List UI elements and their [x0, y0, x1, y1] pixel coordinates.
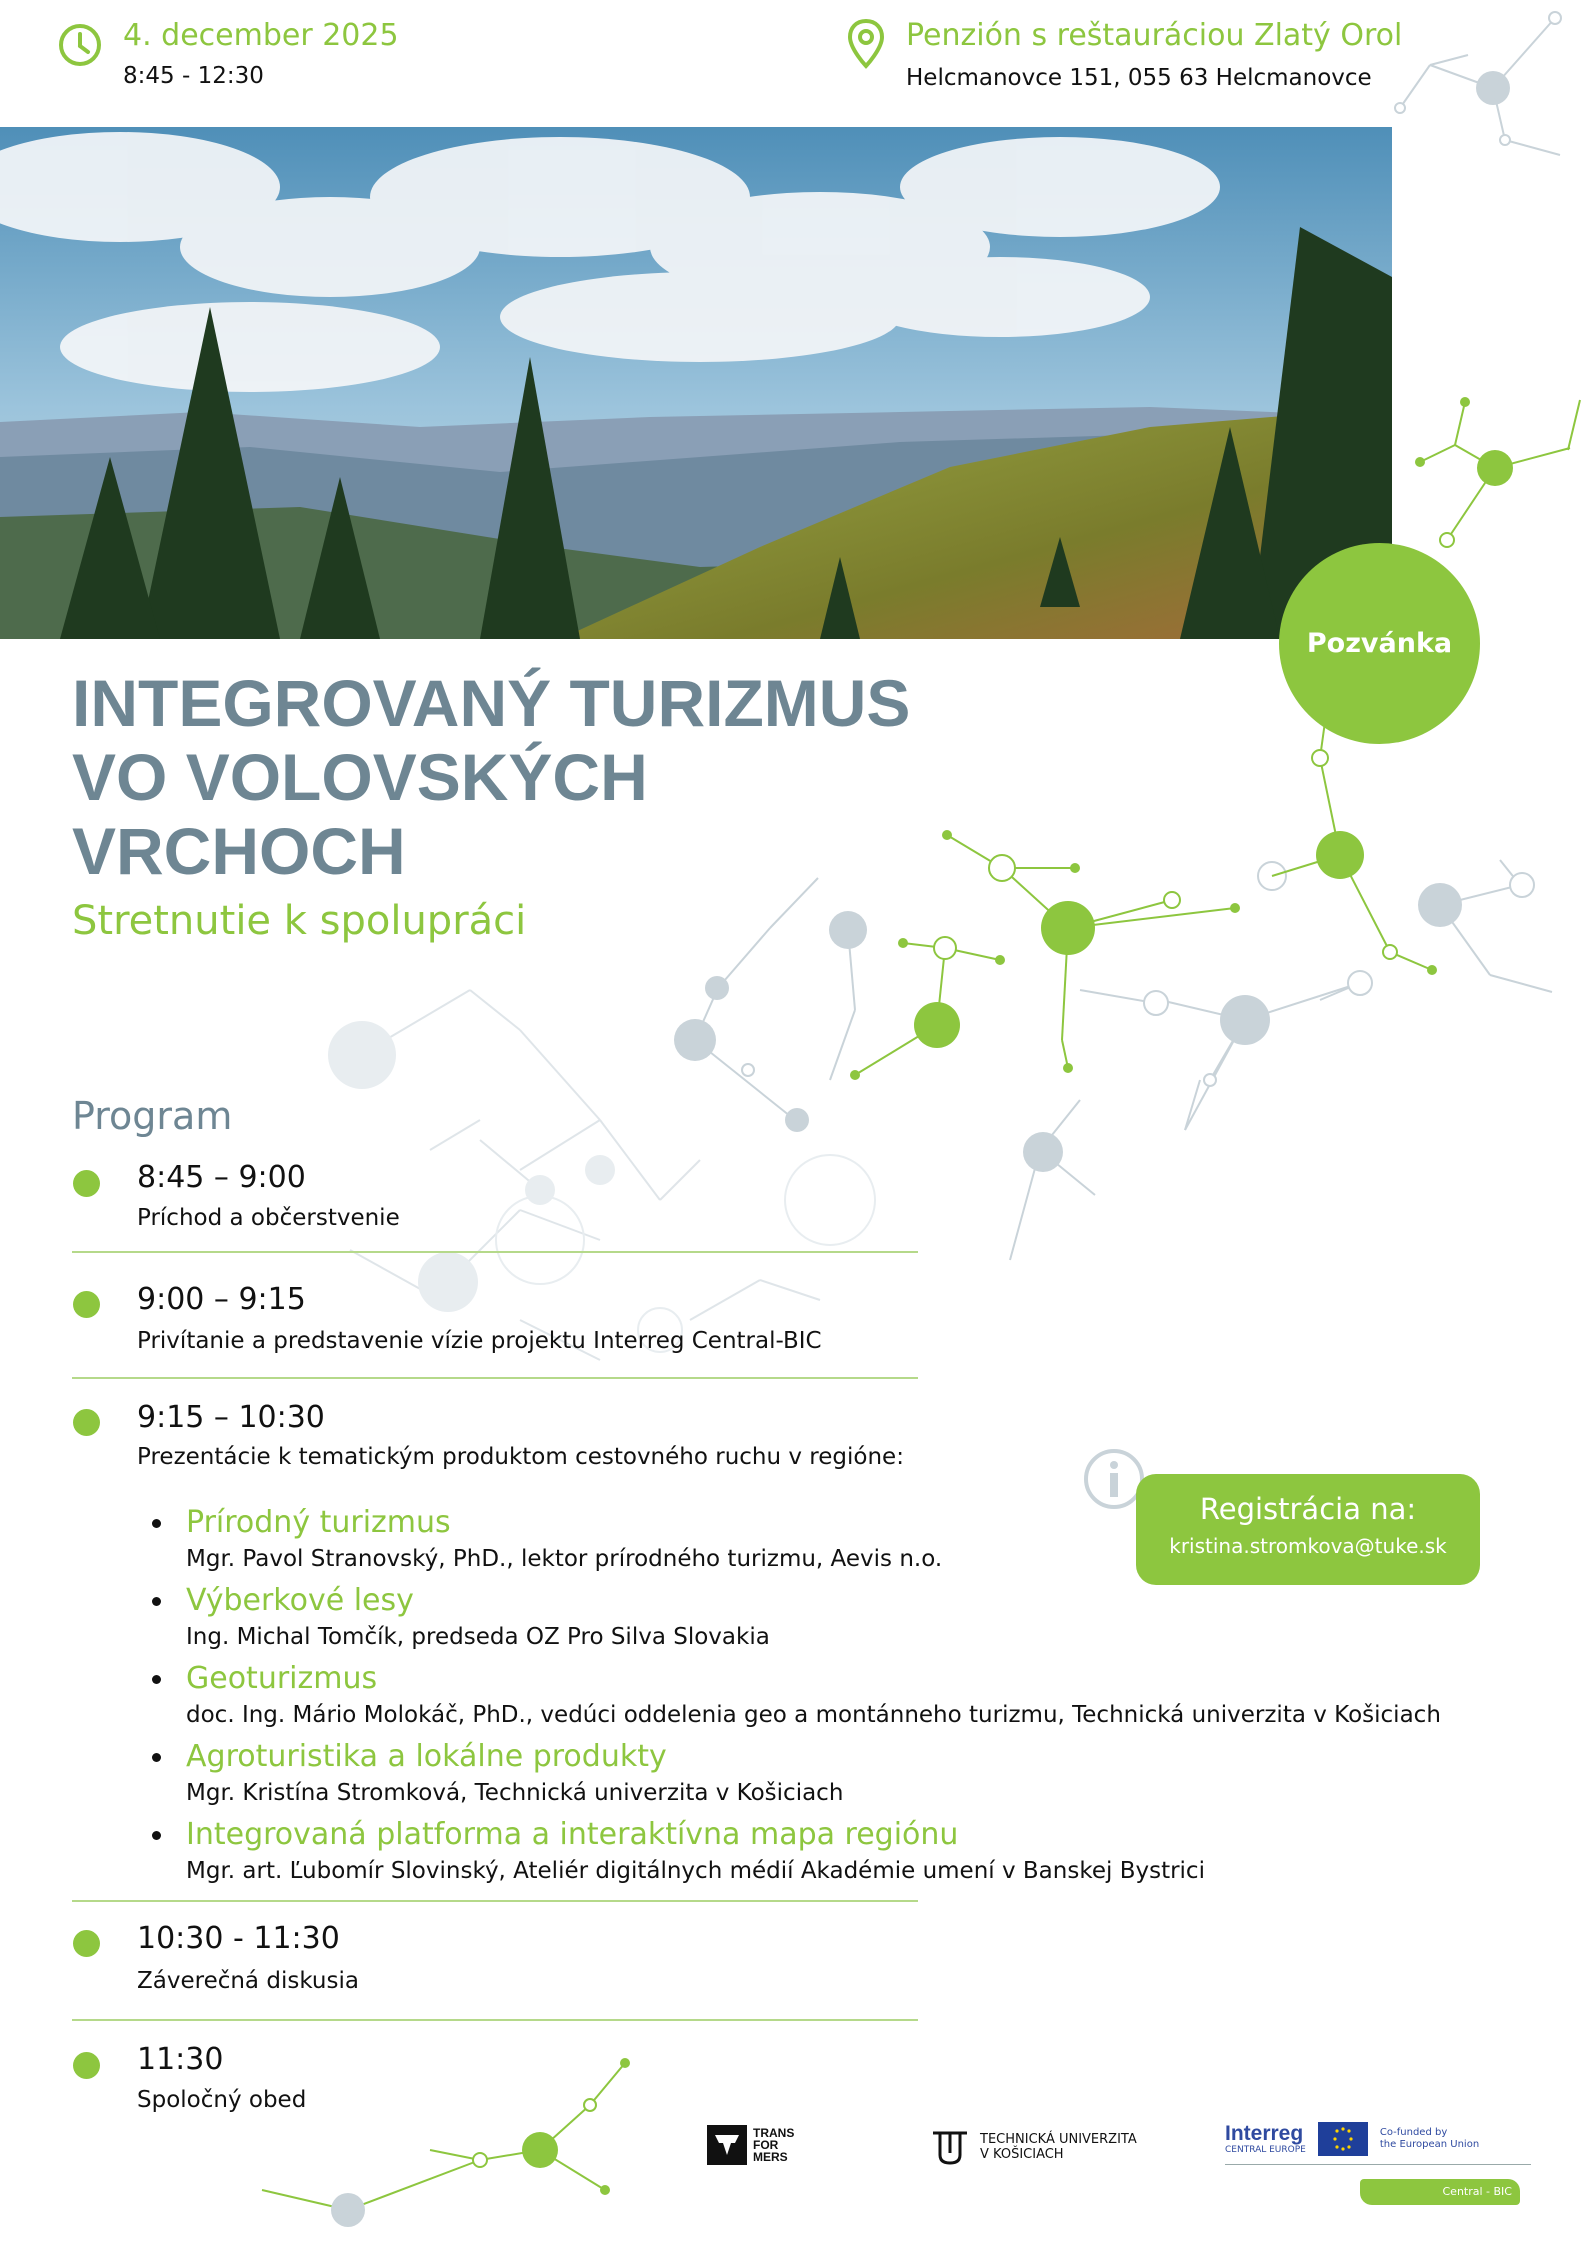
event-time: 8:45 - 12:30 — [123, 63, 264, 89]
timeline-dot — [73, 2052, 100, 2079]
program-heading: Program — [72, 1094, 233, 1138]
bullet-icon — [152, 1675, 161, 1684]
logo-text: V KOŠICIACH — [980, 2147, 1064, 2162]
list-item — [155, 1659, 1505, 1731]
hero-landscape-image — [0, 127, 1392, 639]
title-line-2: VO VOLOVSKÝCH — [72, 740, 648, 814]
registration-title: Registrácia na: — [1199, 1492, 1417, 1526]
topic-speaker: Mgr. Kristína Stromková, Technická univerzita v Košiciach — [186, 1780, 844, 1806]
logo-text: the European Union — [1379, 2139, 1480, 2150]
bullet-icon — [152, 1753, 161, 1762]
divider — [72, 2019, 918, 2021]
divider — [72, 1900, 918, 1902]
registration-email[interactable]: kristina.stromkova@tuke.sk — [1169, 1534, 1447, 1558]
list-item — [155, 1815, 1505, 1887]
slot-time: 9:00 – 9:15 — [137, 1282, 306, 1317]
transformers-logo — [707, 2125, 794, 2165]
topic-speaker: doc. Ing. Mário Molokáč, PhD., vedúci oddelenia geo a montánneho turizmu, Technická univerzita v Košiciach — [186, 1702, 1441, 1728]
title-line-3: VRCHOCH — [72, 814, 406, 888]
project-tag — [1360, 2179, 1520, 2205]
topic-name: Geoturizmus — [186, 1661, 378, 1696]
timeline-dot — [73, 1930, 100, 1957]
topic-speaker: Mgr. art. Ľubomír Slovinský, Ateliér digitálnych médií Akadémie umení v Banskej Bystrici — [186, 1858, 1205, 1884]
topic-speaker: Mgr. Pavol Stranovský, PhD., lektor prírodného turizmu, Aevis n.o. — [186, 1546, 943, 1572]
timeline-dot — [73, 1409, 100, 1436]
slot-description: Privítanie a predstavenie vízie projektu Interreg Central-BIC — [137, 1328, 822, 1354]
event-title — [72, 666, 910, 888]
clock-icon — [57, 22, 103, 68]
invitation-badge: Pozvánka — [1279, 543, 1480, 744]
list-item — [155, 1581, 1505, 1653]
slot-time: 10:30 - 11:30 — [137, 1921, 340, 1956]
bullet-icon — [152, 1519, 161, 1528]
title-line-1: INTEGROVANÝ TURIZMUS — [72, 666, 911, 740]
bullet-icon — [152, 1597, 161, 1606]
tuke-mark-icon — [930, 2127, 970, 2167]
divider — [1225, 2164, 1531, 2165]
event-subtitle: Stretnutie k spolupráci — [72, 898, 527, 944]
logo-text: Co-funded by — [1379, 2127, 1448, 2138]
transformers-mark-icon — [707, 2125, 747, 2165]
location-pin-icon — [846, 18, 886, 70]
divider — [72, 1377, 918, 1379]
logo-text: TECHNICKÁ UNIVERZITA — [980, 2132, 1137, 2147]
slot-description: Spoločný obed — [137, 2087, 307, 2113]
timeline-dot — [73, 1291, 100, 1318]
topic-name: Výberkové lesy — [186, 1583, 414, 1618]
topic-name: Agroturistika a lokálne produkty — [186, 1739, 667, 1774]
project-tag-label: Central - BIC — [1442, 2185, 1512, 2198]
logo-text: TRANS — [753, 2126, 795, 2140]
slot-description: Záverečná diskusia — [137, 1968, 359, 1994]
slot-time: 9:15 – 10:30 — [137, 1400, 325, 1435]
topic-name: Integrovaná platforma a interaktívna mapa regiónu — [186, 1817, 959, 1852]
slot-time: 8:45 – 9:00 — [137, 1160, 306, 1195]
list-item — [155, 1737, 1505, 1809]
logo-text: MERS — [753, 2150, 788, 2164]
logo-text: CENTRAL EUROPE — [1225, 2145, 1306, 2155]
logo-text: Interreg — [1225, 2122, 1304, 2145]
bullet-icon — [152, 1831, 161, 1840]
logo-text: FOR — [753, 2138, 779, 2152]
divider — [72, 1251, 918, 1253]
slot-time: 11:30 — [137, 2042, 224, 2077]
tuke-logo — [930, 2127, 1137, 2167]
eu-flag-icon — [1318, 2122, 1368, 2156]
registration-box — [1136, 1474, 1480, 1585]
topic-name: Prírodný turizmus — [186, 1505, 451, 1540]
event-date: 4. december 2025 — [123, 18, 399, 53]
venue-name: Penzión s reštauráciou Zlatý Orol — [906, 18, 1403, 53]
venue-address: Helcmanovce 151, 055 63 Helcmanovce — [906, 65, 1372, 91]
topic-speaker: Ing. Michal Tomčík, predseda OZ Pro Silva Slovakia — [186, 1624, 770, 1650]
timeline-dot — [73, 1170, 100, 1197]
interreg-logo — [1225, 2122, 1531, 2205]
slot-description: Príchod a občerstvenie — [137, 1205, 400, 1231]
slot-description: Prezentácie k tematickým produktom cestovného ruchu v regióne: — [137, 1444, 904, 1470]
